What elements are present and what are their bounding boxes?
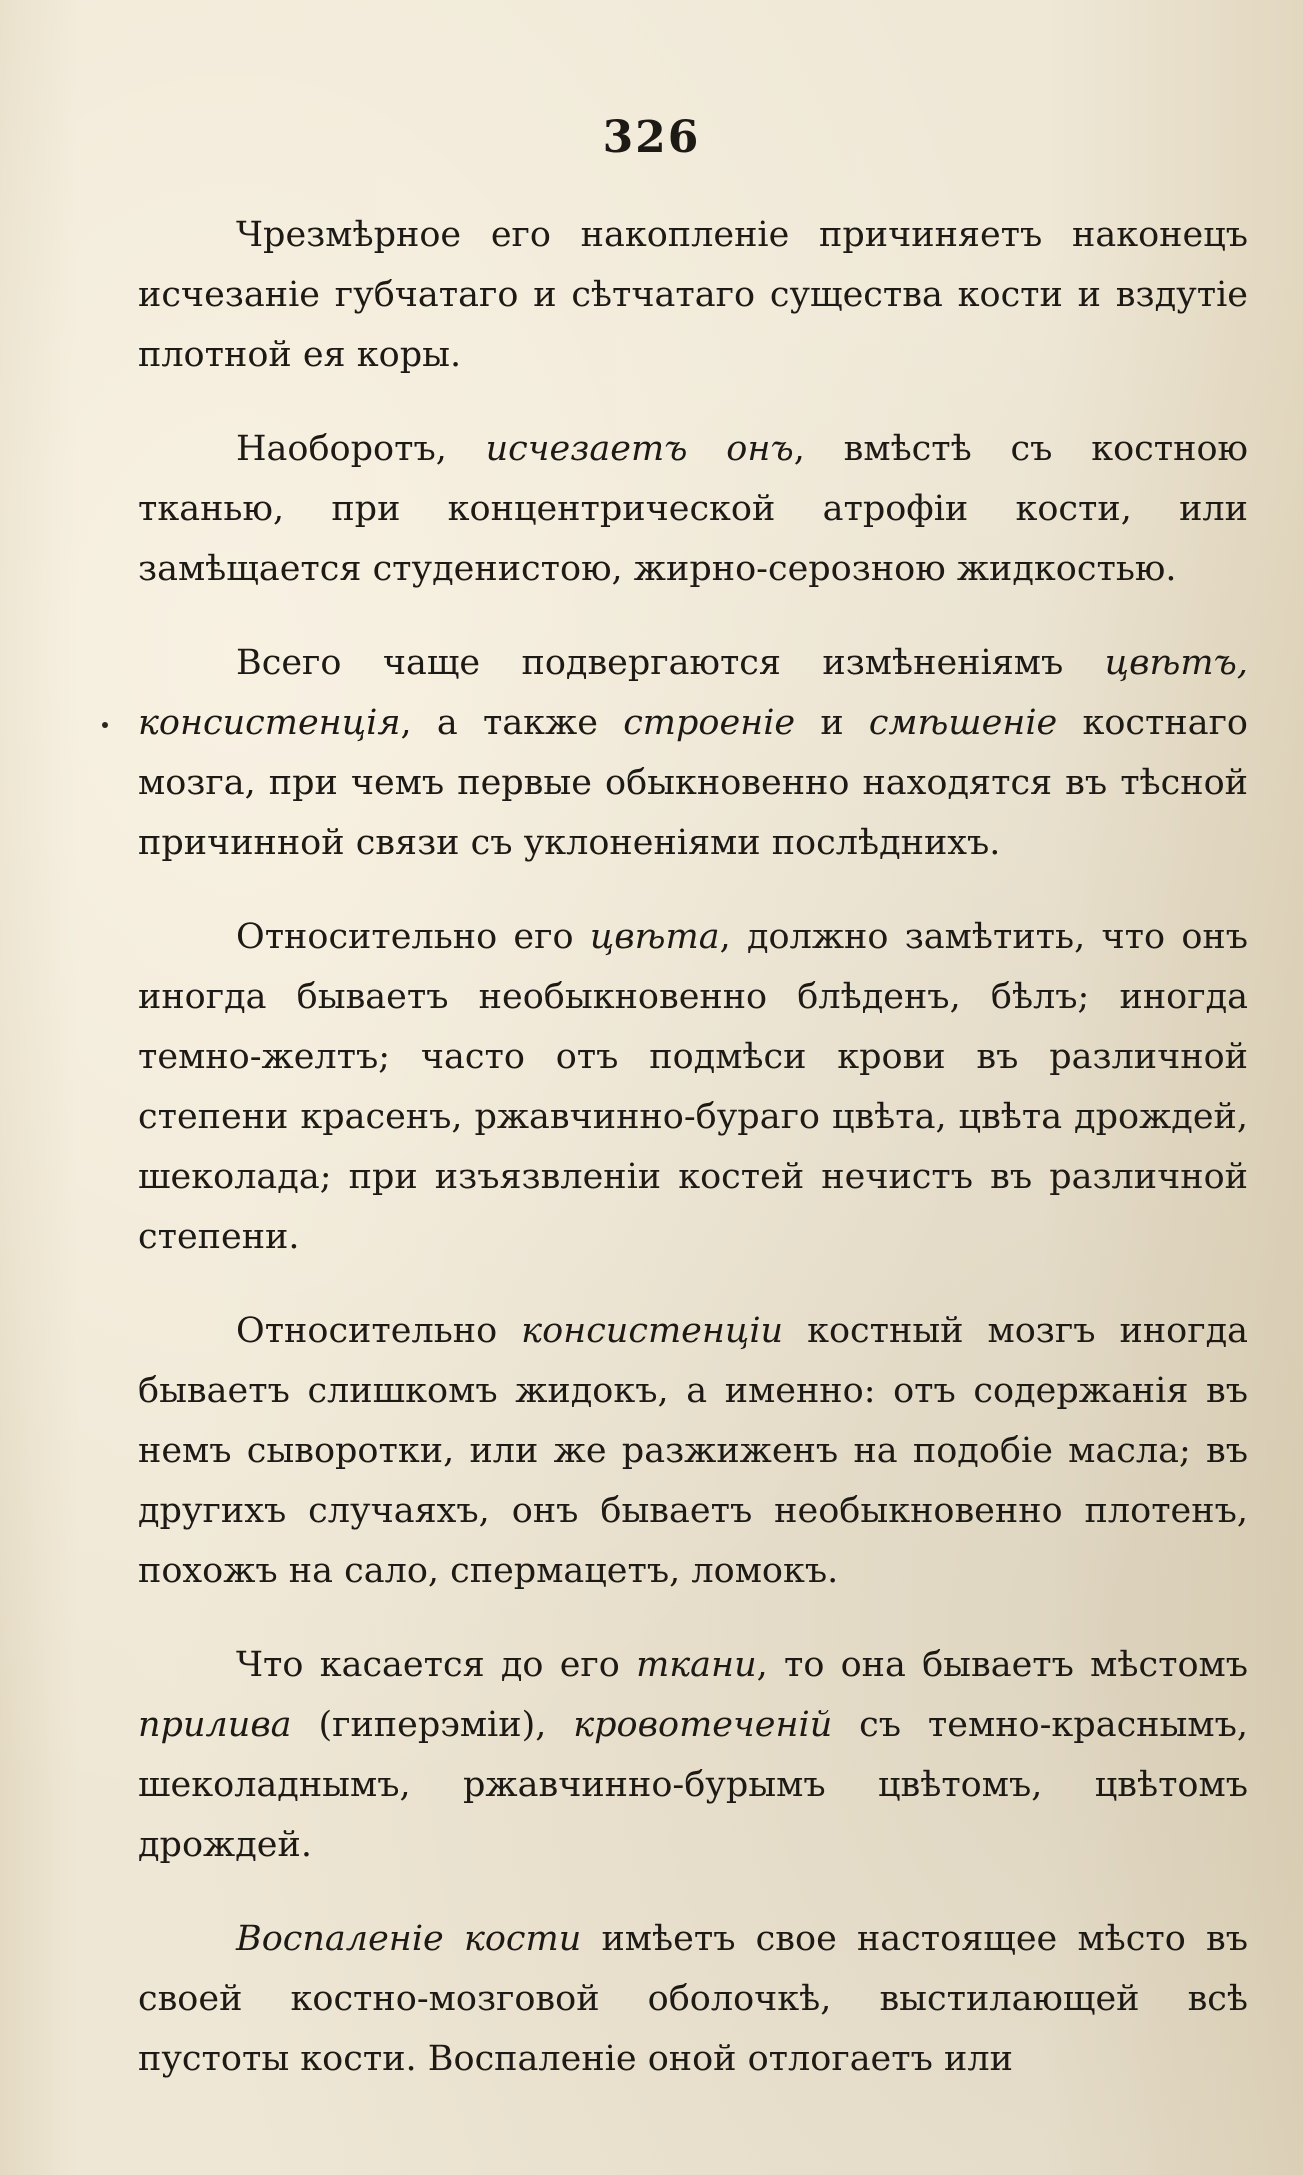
italic-text-segment: строеніе <box>623 703 796 743</box>
paragraph <box>138 1301 1248 1601</box>
italic-text-segment: цвѣтъ, консистенція <box>138 643 1248 743</box>
italic-text-segment: исчезаетъ онъ <box>485 429 794 469</box>
italic-text-segment: прилива <box>138 1705 292 1745</box>
paragraph <box>138 205 1248 385</box>
text-segment: Относительно его <box>236 917 590 957</box>
text-segment: костный мозгъ иногда бываетъ слишкомъ жидокъ, а именно: отъ содержанія въ немъ сыворотки, или же разжиженъ на подобіе масла; въ другихъ случаяхъ, онъ бываетъ необыкновенно плотенъ, похожъ на сало, спермацетъ, ломокъ. <box>138 1311 1248 1591</box>
italic-text-segment: Воспаленіе кости <box>236 1919 582 1959</box>
paragraph <box>138 633 1248 873</box>
page-number: 326 <box>602 112 701 163</box>
text-segment: , должно замѣтить, что онъ иногда бываетъ необыкновенно блѣденъ, бѣлъ; иногда темно-желтъ; часто отъ подмѣси крови въ различной степени красенъ, ржавчинно-бураго цвѣта, цвѣта дрождей, шеколада; при изъязвленіи костей нечистъ въ различной степени. <box>138 917 1248 1257</box>
paragraph <box>138 1635 1248 1875</box>
text-segment: (гиперэміи), <box>291 1705 574 1745</box>
text-segment: Что касается до его <box>236 1645 637 1685</box>
italic-text-segment: консистенціи <box>521 1311 784 1351</box>
text-segment: , а также <box>400 703 624 743</box>
text-segment: Всего чаще подвергаются измѣненіямъ <box>236 643 1105 683</box>
paragraph <box>138 907 1248 1267</box>
text-segment: , то она бываетъ мѣстомъ <box>756 1645 1249 1685</box>
italic-text-segment: смѣшеніе <box>868 703 1058 743</box>
body-text <box>138 205 1248 2123</box>
paragraph <box>138 1909 1248 2089</box>
italic-text-segment: кровотеченій <box>573 1705 833 1745</box>
text-segment: костнаго мозга, при чемъ первые обыкновенно находятся въ тѣсной причинной связи съ уклоненіями послѣднихъ. <box>138 703 1248 863</box>
text-segment: Чрезмѣрное его накопленіе причиняетъ наконецъ исчезаніе губчатаго и сѣтчатаго существа кости и вздутіе плотной ея коры. <box>138 215 1248 375</box>
italic-text-segment: ткани <box>636 1645 757 1685</box>
paragraph <box>138 419 1248 599</box>
text-segment: Наоборотъ, <box>236 429 486 469</box>
italic-text-segment: цвѣта <box>589 917 720 957</box>
margin-mark <box>102 722 108 728</box>
text-segment: съ темно-краснымъ, шеколаднымъ, ржавчинно-бурымъ цвѣтомъ, цвѣтомъ дрождей. <box>138 1705 1248 1865</box>
text-segment: , вмѣстѣ съ костною тканью, при концентрической атрофіи кости, или замѣщается студенистою, жирно-серозною жидкостью. <box>138 429 1248 589</box>
text-segment: и <box>795 703 869 743</box>
text-segment: Относительно <box>236 1311 522 1351</box>
text-segment: имѣетъ свое настоящее мѣсто въ своей костно-мозговой оболочкѣ, выстилающей всѣ пустоты кости. Воспаленіе оной отлогаетъ или <box>138 1919 1248 2079</box>
